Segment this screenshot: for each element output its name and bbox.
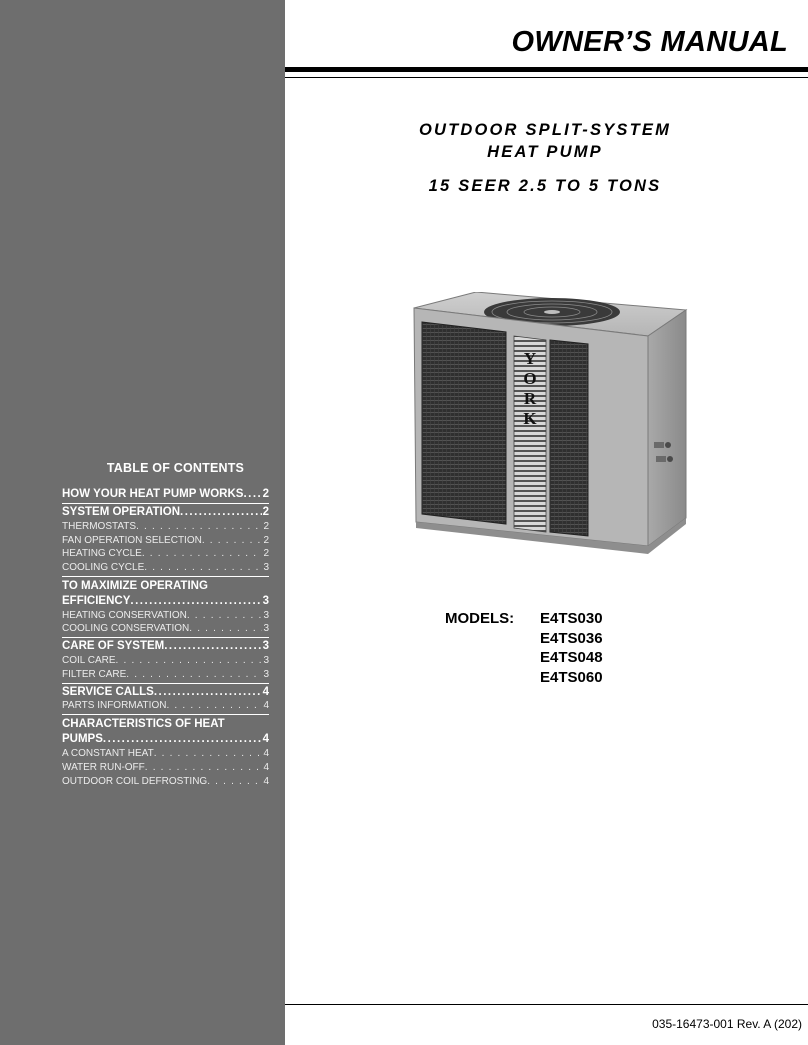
toc-leader-dots	[243, 487, 261, 502]
toc-title: TABLE OF CONTENTS	[106, 461, 245, 475]
toc-page-number: 3	[263, 668, 269, 680]
toc-page-number: 3	[263, 562, 269, 574]
toc-entry-label: A CONSTANT HEAT	[62, 748, 154, 760]
toc-page-number: 2	[262, 506, 269, 518]
brand-logo: Y	[523, 349, 537, 368]
product-line-1: OUTDOOR SPLIT-SYSTEM	[418, 121, 672, 139]
toc-page-number: 4	[262, 685, 269, 698]
toc-leader-dots	[189, 622, 262, 636]
toc-entry-label: PARTS INFORMATION	[62, 700, 167, 712]
heat-pump-unit-photo	[410, 292, 690, 554]
toc-entry-label: HEATING CONSERVATION	[62, 609, 187, 621]
document-number: 035-16473-001 Rev. A (202)	[652, 1017, 802, 1031]
toc-entry-label: CHARACTERISTICS OF HEAT	[62, 718, 225, 731]
toc-leader-dots	[154, 685, 262, 700]
toc-entry-label: SYSTEM OPERATION	[62, 506, 180, 518]
toc-leader-dots	[130, 594, 261, 609]
toc-entry-label: THERMOSTATS	[62, 520, 137, 532]
toc-entry-label: FAN OPERATION SELECTION	[62, 534, 202, 546]
title-rule-thick	[285, 67, 808, 72]
toc-page-number: 2	[263, 548, 269, 560]
toc-entry	[62, 594, 269, 609]
table-of-contents	[62, 461, 269, 788]
toc-entry-label: PUMPS	[62, 733, 103, 746]
toc-leader-dots	[142, 547, 263, 561]
model-number: E4TS036	[540, 629, 603, 647]
toc-entry-label: FILTER CARE	[62, 668, 127, 680]
footer-rule	[285, 1004, 808, 1005]
toc-page-number: 4	[262, 733, 269, 746]
toc-leader-dots	[166, 699, 262, 713]
toc-page-number: 3	[263, 609, 269, 621]
toc-page-number: 4	[263, 748, 269, 760]
toc-entry	[62, 761, 269, 775]
toc-entry-label: HOW YOUR HEAT PUMP WORKS	[62, 488, 244, 500]
toc-entry	[62, 534, 269, 548]
toc-entry	[62, 732, 269, 747]
models-label: MODELS:	[445, 610, 515, 627]
toc-page-number: 4	[263, 700, 269, 712]
toc-leader-dots	[126, 668, 262, 682]
toc-list	[62, 486, 269, 788]
model-number: E4TS060	[540, 668, 603, 686]
toc-leader-dots	[180, 505, 262, 520]
toc-leader-dots	[144, 561, 262, 575]
product-line-2: HEAT PUMP	[487, 143, 603, 161]
toc-entry-label: CARE OF SYSTEM	[62, 640, 165, 653]
toc-page-number: 3	[262, 640, 269, 653]
toc-entry	[62, 714, 269, 732]
toc-leader-dots	[145, 761, 263, 775]
toc-page-number: 2	[262, 488, 269, 500]
toc-entry-label: WATER RUN-OFF	[62, 761, 145, 773]
toc-entry	[62, 622, 269, 636]
product-line-3: 15 SEER 2.5 TO 5 TONS	[428, 177, 662, 195]
toc-page-number: 3	[263, 623, 269, 635]
svg-text:K: K	[523, 409, 537, 428]
toc-leader-dots	[207, 775, 262, 789]
toc-entry	[62, 747, 269, 761]
sidebar-panel	[0, 0, 285, 1045]
toc-entry-label: COOLING CONSERVATION	[62, 623, 190, 635]
toc-entry	[62, 520, 269, 534]
toc-entry	[62, 547, 269, 561]
toc-leader-dots	[202, 534, 263, 548]
svg-text:O: O	[523, 369, 537, 388]
toc-entry	[62, 561, 269, 575]
document-title: OWNER’S MANUAL	[511, 26, 788, 58]
toc-page-number: 3	[263, 655, 269, 667]
toc-leader-dots	[154, 747, 263, 761]
toc-page-number: 2	[263, 534, 269, 546]
toc-page-number: 4	[263, 761, 269, 773]
toc-entry	[62, 683, 269, 700]
toc-entry-label: SERVICE CALLS	[62, 685, 154, 698]
toc-entry	[62, 609, 269, 623]
toc-entry	[62, 668, 269, 682]
product-description	[390, 119, 700, 197]
toc-entry	[62, 775, 269, 789]
toc-entry-label: EFFICIENCY	[62, 594, 131, 607]
toc-entry	[62, 700, 269, 714]
toc-entry	[62, 654, 269, 668]
toc-entry-label: COIL CARE	[62, 655, 116, 667]
model-number: E4TS030	[540, 610, 603, 627]
toc-page-number: 4	[263, 775, 269, 787]
toc-leader-dots	[136, 520, 262, 534]
model-number: E4TS048	[540, 649, 603, 666]
svg-text:R: R	[523, 389, 537, 408]
toc-leader-dots	[116, 654, 263, 668]
title-rule-thin	[285, 77, 808, 78]
toc-page-number: 2	[263, 520, 269, 532]
toc-leader-dots	[187, 609, 263, 623]
models-list	[540, 609, 603, 687]
toc-leader-dots	[164, 639, 261, 654]
toc-entry	[62, 486, 269, 502]
toc-entry	[62, 576, 269, 594]
toc-leader-dots	[103, 732, 262, 747]
toc-entry	[62, 503, 269, 520]
toc-entry-label: COOLING CYCLE	[62, 562, 145, 574]
toc-entry-label: HEATING CYCLE	[62, 548, 142, 560]
toc-page-number: 3	[262, 594, 269, 607]
toc-entry-label: TO MAXIMIZE OPERATING	[62, 579, 208, 592]
toc-entry	[62, 637, 269, 654]
toc-entry-label: OUTDOOR COIL DEFROSTING	[62, 775, 208, 787]
